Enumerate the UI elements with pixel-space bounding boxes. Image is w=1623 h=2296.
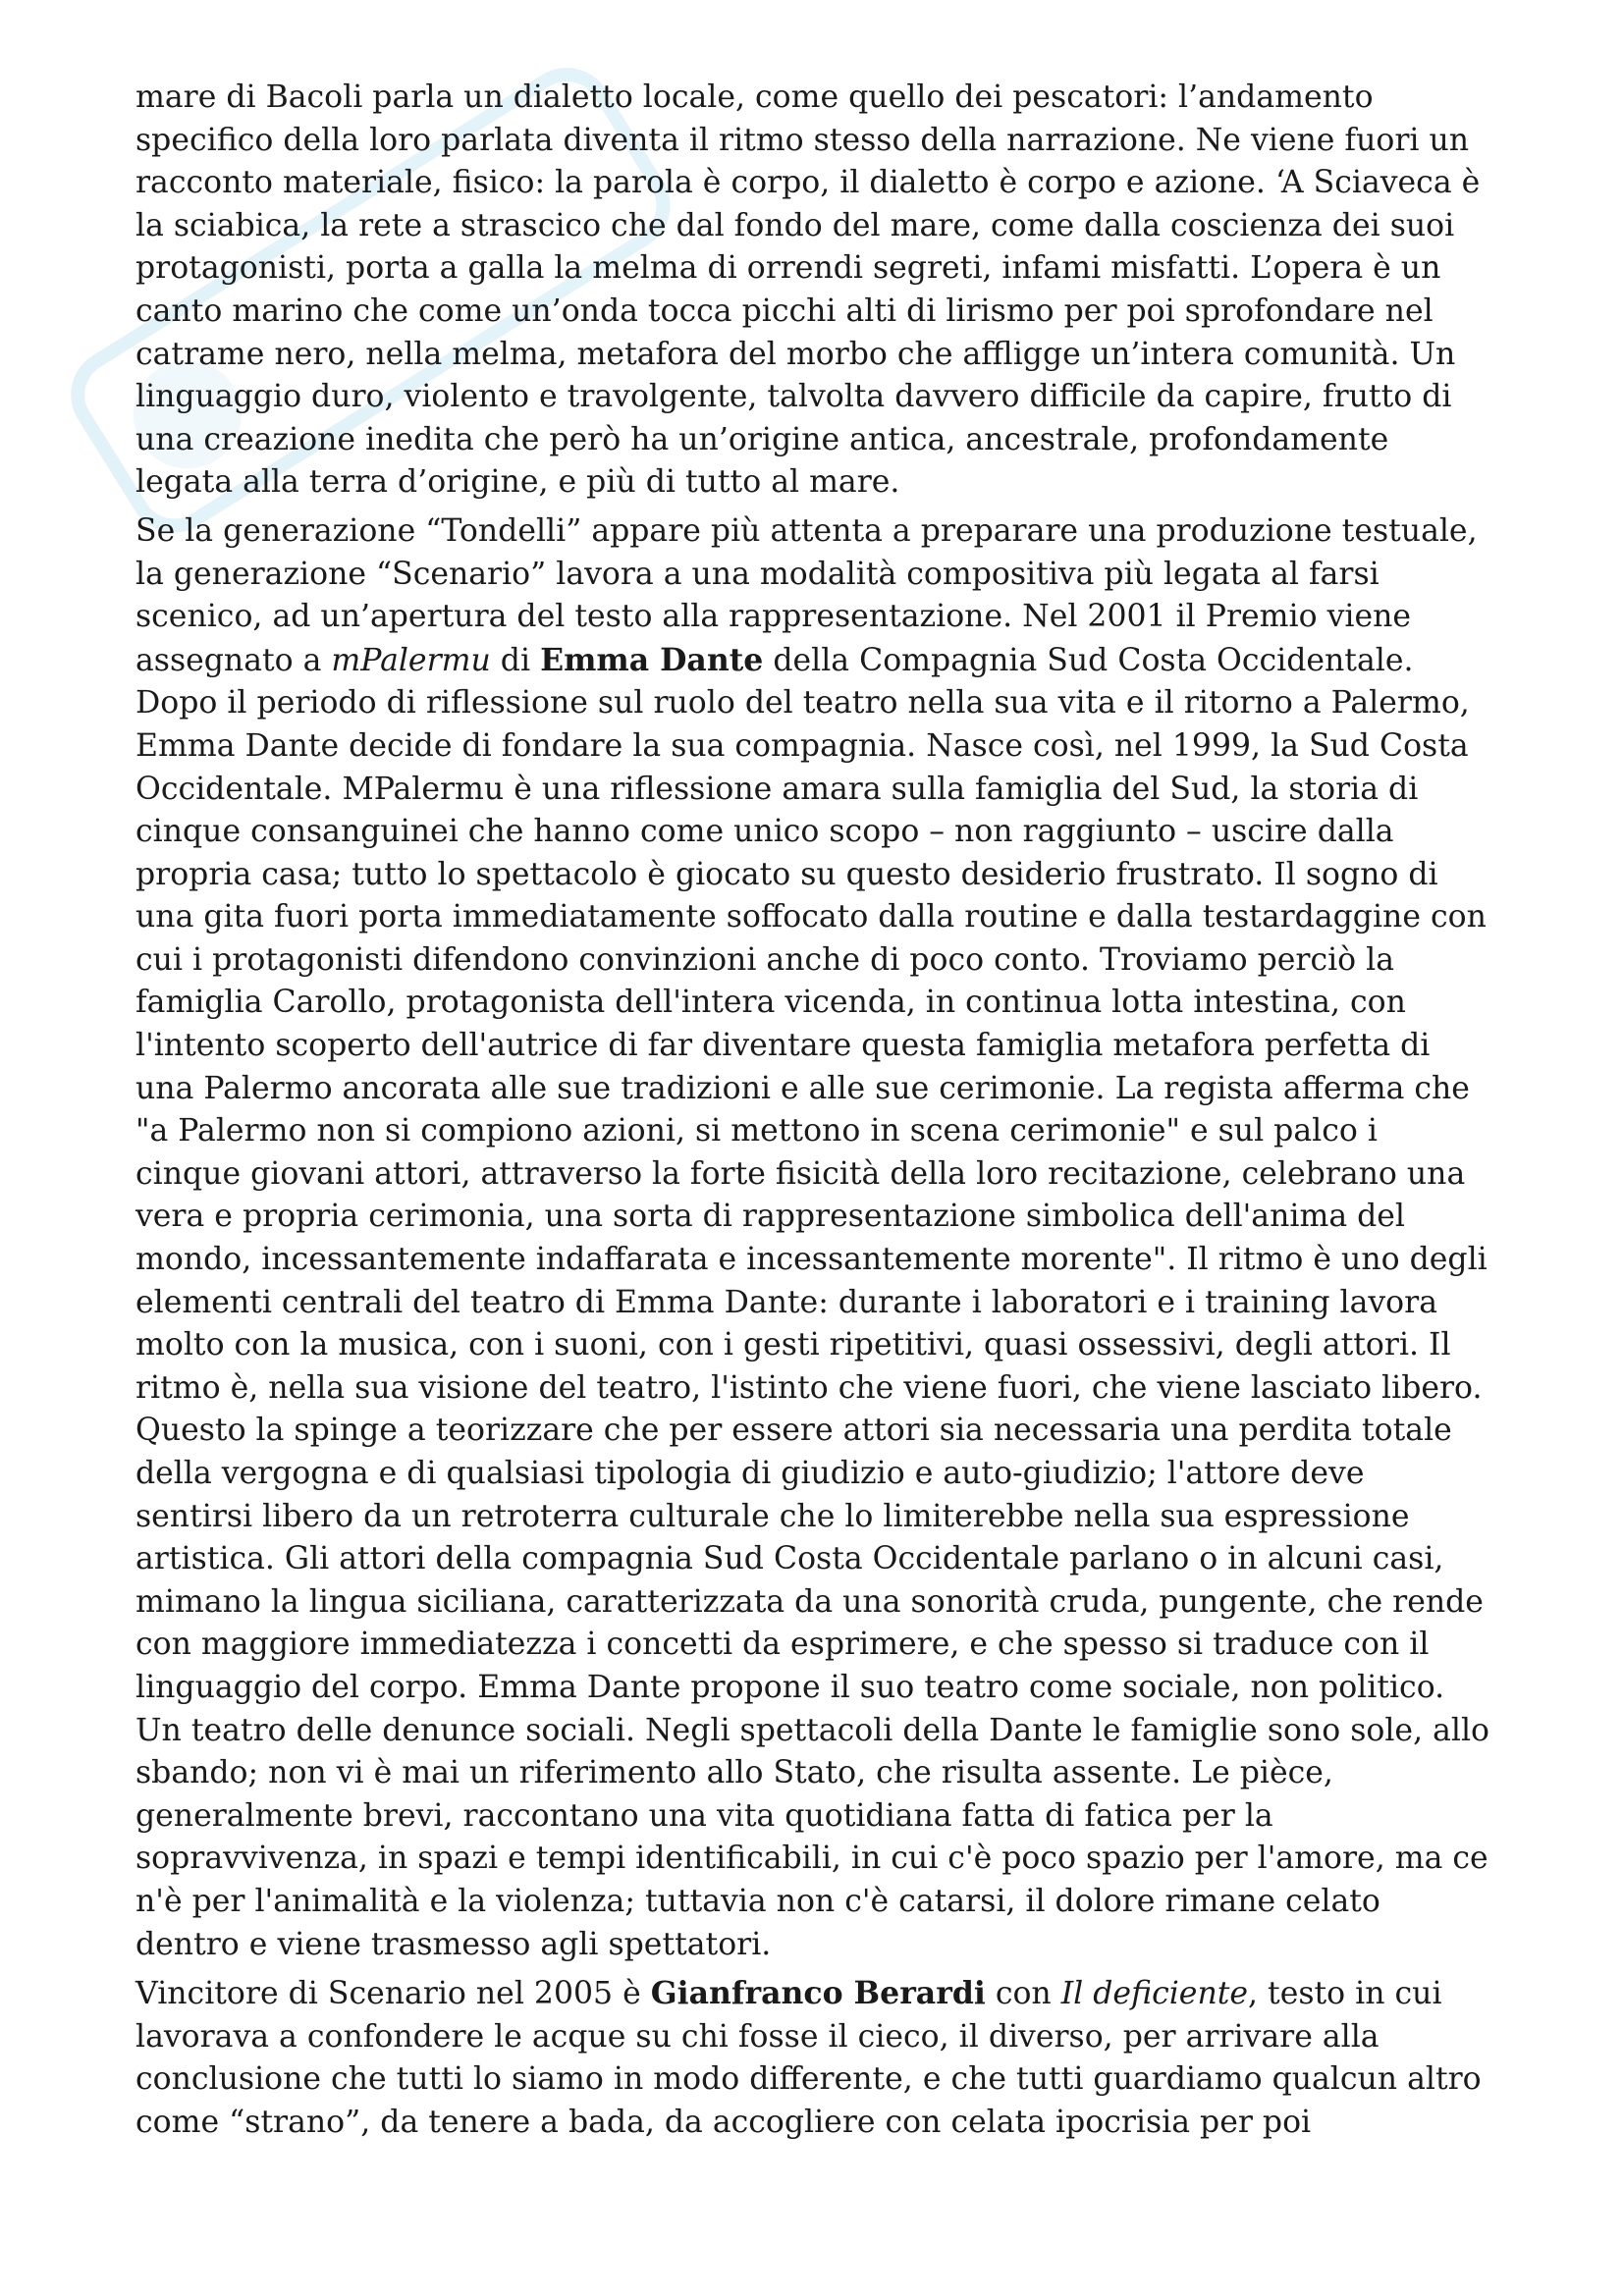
text-segment: Se la generazione “Tondelli” appare più attenta a preparare una produzione testuale, la generazione “Scenario” lavora a una modalità compositiva più legata al farsi scenico, ad un’apertura del testo alla rappresentazione. Nel 2001 il Premio viene assegnato a — [135, 512, 1478, 678]
text-segment: della Compagnia Sud Costa Occidentale. Dopo il periodo di riflessione sul ruolo del teatro nella sua vita e il ritorno a Palermo, Emma Dante decide di fondare la sua compagnia. Nasce così, nel 1999, la Sud Costa Occidentale. MPalermu è una riflessione amara sulla famiglia del Sud, la storia di cinque consanguinei che hanno come unico scopo – non raggiunto – uscire dalla propria casa; tutto lo spettacolo è giocato su questo desiderio frustrato. Il sogno di una gita fuori porta immediatamente soffocato dalla routine e dalla testardaggine con cui i protagonisti difendono convinzioni anche di poco conto. Troviamo perciò la famiglia Carollo, protagonista dell'intera vicenda, in continua lotta intestina, con l'intento scoperto dell'autrice di far diventare questa famiglia metafora perfetta di una Palermo ancorata alle sue tradizioni e alle sue cerimonie. La regista afferma che "a Palermo non si compiono azioni, si mettono in scena cerimonie" e sul palco i cinque giovani attori, attraverso la forte fisicità della loro recitazione, celebrano una vera e propria cerimonia, una sorta di rappresentazione simbolica dell'anima del mondo, incessantemente indaffarata e incessantemente morente". Il ritmo è uno degli elementi centrali del teatro di Emma Dante: durante i laboratori e i training lavora molto con la musica, con i suoni, con i gesti ripetitivi, quasi ossessivi, degli attori. Il ritmo è, nella sua visione del teatro, l'istinto che viene fuori, che viene lasciato libero. Questo la spinge a teorizzare che per essere attori sia necessaria una perdita totale della vergogna e di qualsiasi tipologia di giudizio e auto-giudizio; l'attore deve sentirsi libero da un retroterra culturale che lo limiterebbe nella sua espressione artistica. Gli attori della compagnia Sud Costa Occidentale parlano o in alcuni casi, mimano la lingua siciliana, caratterizzata da una sonorità cruda, pungente, che rende con maggiore immediatezza i concetti da esprimere, e che spesso si traduce con il linguaggio del corpo. Emma Dante propone il suo teatro come sociale, non politico. Un teatro delle denunce sociali. Negli spettacoli della Dante le famiglie sono sole, allo sbando; non vi è mai un riferimento allo Stato, che risulta assente. Le pièce, generalmente brevi, raccontano una vita quotidiana fatta di fatica per la sopravvivenza, in spazi e tempi identificabili, in cui c'è poco spazio per l'amore, ma ce n'è per l'animalità e la violenza; tuttavia non c'è catarsi, il dolore rimane celato dentro e viene trasmesso agli spettatori. — [135, 642, 1489, 1962]
text-segment: Vincitore di Scenario nel 2005 è — [135, 1976, 651, 2012]
paragraph-1 — [135, 77, 1490, 505]
author-name-emma-dante: Emma Dante — [540, 641, 764, 678]
text-segment: con — [985, 1976, 1061, 2012]
paragraph-3 — [135, 1972, 1490, 2144]
text-segment: mare di Bacoli parla un dialetto locale, come quello dei pescatori: l’andamento specifico della loro parlata diventa il ritmo stesso della narrazione. Ne viene fuori un racconto materiale, fisico: la parola è corpo, il dialetto è corpo e azione. ‘A Sciaveca è la sciabica, la rete a strascico che dal fondo del mare, come dalla coscienza dei suoi protagonisti, porta a galla la melma di orrendi segreti, infami misfatti. L’opera è un canto marino che come un’onda tocca picchi alti di lirismo per poi sprofondare nel catrame nero, nella melma, metafora del morbo che affligge un’intera comunità. Un linguaggio duro, violento e travolgente, talvolta davvero difficile da capire, frutto di una creazione inedita che però ha un’origine antica, ancestrale, profondamente legata alla terra d’origine, e più di tutto al mare. — [135, 80, 1481, 501]
work-title-mpalermu: mPalermu — [331, 642, 491, 678]
body-text — [135, 77, 1490, 2145]
work-title-il-deficiente: Il deficiente — [1060, 1976, 1249, 2012]
author-name-gianfranco-berardi: Gianfranco Berardi — [650, 1975, 986, 2012]
text-segment: , testo in cui lavorava a confondere le acque su chi fosse il cieco, il diverso, per arrivare alla conclusione che tutti lo siamo in modo differente, e che tutti guardiamo qualcun altro come “strano”, da tenere a bada, da accogliere con celata ipocrisia per poi — [135, 1976, 1482, 2140]
text-segment: di — [490, 642, 541, 678]
paragraph-2 — [135, 510, 1490, 1966]
